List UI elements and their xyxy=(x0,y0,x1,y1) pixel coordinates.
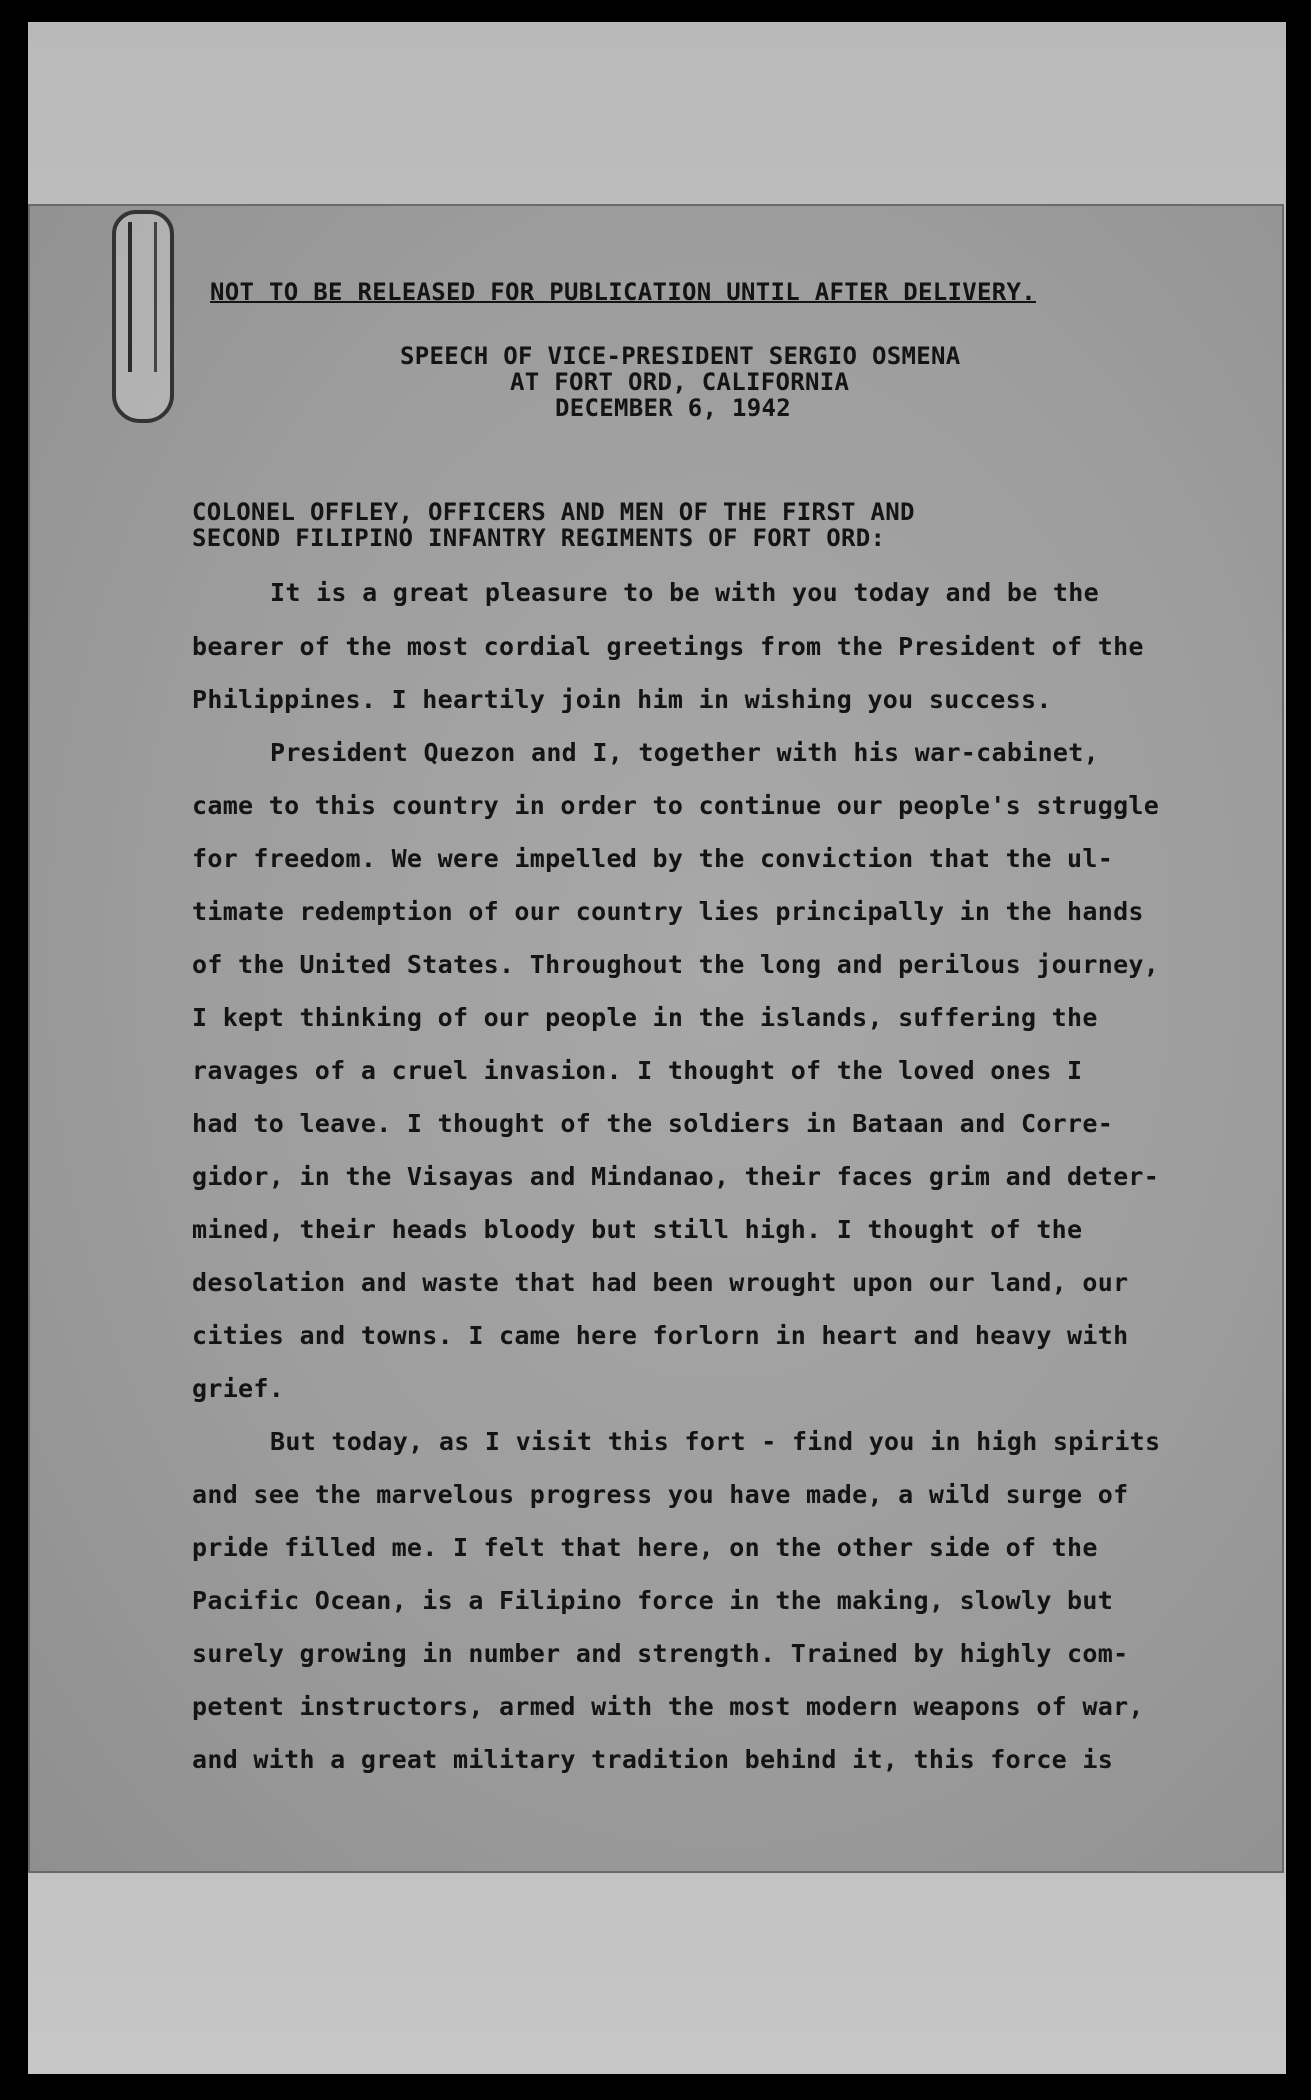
salutation-line-1: COLONEL OFFLEY, OFFICERS AND MEN OF THE FIRST AND xyxy=(192,498,915,526)
body-line: Philippines. I heartily join him in wishing you success. xyxy=(192,685,1052,714)
body-line: pride filled me. I felt that here, on the other side of the xyxy=(192,1533,1098,1562)
title-line-2: AT FORT ORD, CALIFORNIA xyxy=(510,368,850,396)
body-line: President Quezon and I, together with his war-cabinet, xyxy=(270,738,1099,767)
paper-clip-inner xyxy=(128,222,157,372)
body-line: But today, as I visit this fort - find you in high spirits xyxy=(270,1427,1161,1456)
body-line: had to leave. I thought of the soldiers in Bataan and Corre- xyxy=(192,1109,1114,1138)
body-line: I kept thinking of our people in the islands, suffering the xyxy=(192,1003,1098,1032)
body-line: petent instructors, armed with the most modern weapons of war, xyxy=(192,1692,1144,1721)
salutation-line-2: SECOND FILIPINO INFANTRY REGIMENTS OF FORT ORD: xyxy=(192,524,886,552)
body-line: ravages of a cruel invasion. I thought of the loved ones I xyxy=(192,1056,1083,1085)
body-line: and see the marvelous progress you have made, a wild surge of xyxy=(192,1480,1129,1509)
body-line: of the United States. Throughout the long and perilous journey, xyxy=(192,950,1160,979)
body-line: and with a great military tradition behind it, this force is xyxy=(192,1745,1114,1774)
body-line: bearer of the most cordial greetings from the President of the xyxy=(192,632,1144,661)
body-line: desolation and waste that had been wrought upon our land, our xyxy=(192,1268,1129,1297)
body-line: gidor, in the Visayas and Mindanao, their faces grim and deter- xyxy=(192,1162,1160,1191)
release-notice: NOT TO BE RELEASED FOR PUBLICATION UNTIL AFTER DELIVERY. xyxy=(210,278,1036,306)
body-line: for freedom. We were impelled by the conviction that the ul- xyxy=(192,844,1114,873)
body-line: timate redemption of our country lies principally in the hands xyxy=(192,897,1144,926)
body-line: came to this country in order to continue our people's struggle xyxy=(192,791,1160,820)
body-line: grief. xyxy=(192,1374,285,1403)
body-line: mined, their heads bloody but still high. I thought of the xyxy=(192,1215,1083,1244)
title-line-1: SPEECH OF VICE-PRESIDENT SERGIO OSMENA xyxy=(400,342,961,370)
body-line: surely growing in number and strength. Trained by highly com- xyxy=(192,1639,1129,1668)
body-line: Pacific Ocean, is a Filipino force in the making, slowly but xyxy=(192,1586,1114,1615)
body-line: cities and towns. I came here forlorn in heart and heavy with xyxy=(192,1321,1129,1350)
body-line: It is a great pleasure to be with you today and be the xyxy=(270,578,1099,607)
title-line-3: DECEMBER 6, 1942 xyxy=(555,394,791,422)
document-sheet xyxy=(30,206,1282,1871)
